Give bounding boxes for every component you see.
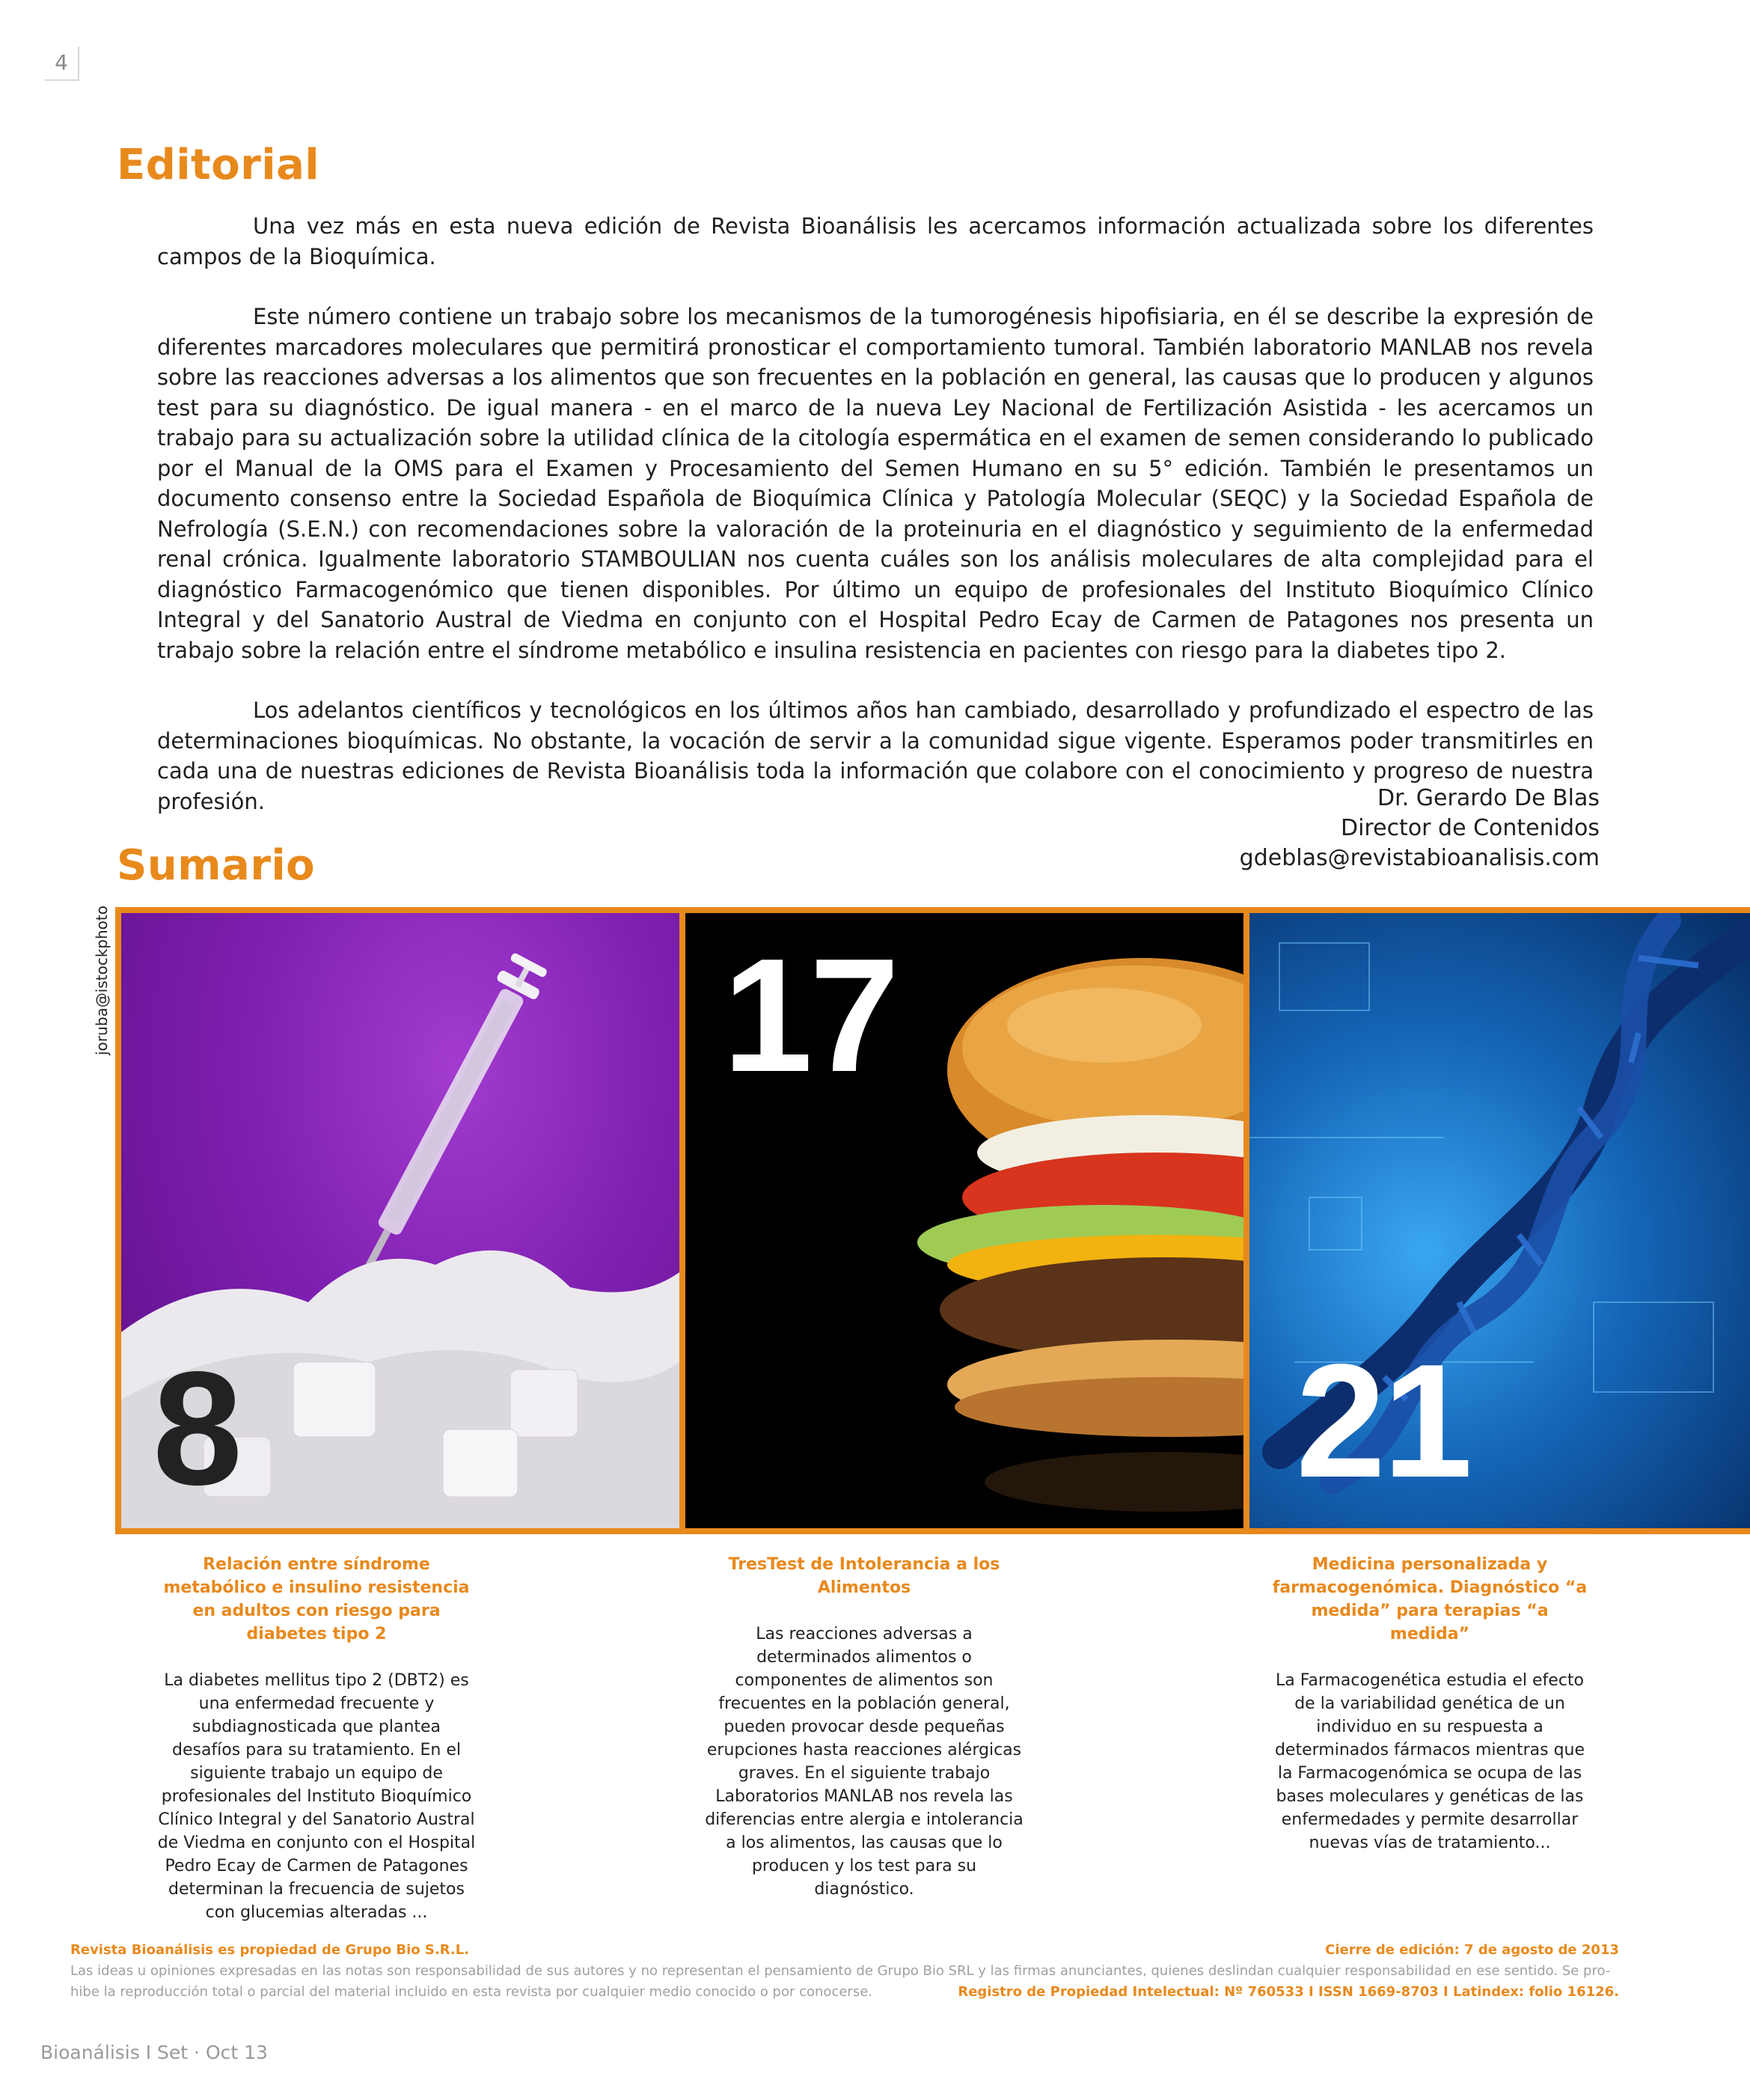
- sumario-page-number: 17: [723, 924, 897, 1105]
- sumario-entry-text: Las reacciones adversas a determinados alimentos o componentes de alimentos son frecuentes en la población general, pueden provocar desde pequeñas erupciones hasta reacciones alérgicas graves. En el siguiente trabajo Laboratorios MANLAB nos revela las diferencias entre alergia e intolerancia a los alimentos, las causas que lo producen y los test para su diagnóstico.: [705, 1625, 1024, 1899]
- sumario-image-strip: [115, 907, 1750, 1534]
- page-number: 4: [45, 46, 79, 81]
- sumario-entry-title[interactable]: Relación entre síndrome metabólico e insulino resistencia en adultos con riesgo para diabetes tipo 2: [163, 1555, 470, 1643]
- disclaimer-line: Las ideas u opiniones expresadas en las notas son responsabilidad de sus autores y no representan el pensamiento de Grupo Bio SRL y las firmas anunciantes, quienes deslindan cualquier responsabilidad en ese sentido. Se pro-: [70, 1963, 1611, 1979]
- sumario-entry: [703, 1553, 1025, 1901]
- editorial-paragraph: Los adelantos científicos y tecnológicos en los últimos años han cambiado, desarrollado y profundizado el espectro de las determinaciones bioquímicas. No obstante, la vocación de servir a la comunidad sigue vigente. Esperamos poder transmitirles en cada una de nuestras ediciones de Revista Bioanálisis toda la información que colabore con el conocimiento y progreso de nuestra profesión.: [157, 698, 1594, 814]
- sumario-image-dna[interactable]: [1249, 913, 1750, 1528]
- sumario-page-number: 8: [153, 1337, 240, 1518]
- ownership-notice: Revista Bioanálisis es propiedad de Grupo Bio S.R.L.: [70, 1942, 470, 1958]
- disclaimer-line: hibe la reproducción total o parcial del material incluido en esta revista por cualquier medio conocido o por conocerse.: [70, 1984, 872, 2000]
- author-name: Dr. Gerardo De Blas: [1377, 785, 1600, 811]
- editorial-paragraph: Una vez más en esta nueva edición de Revista Bioanálisis les acercamos información actualizada sobre los diferentes campos de la Bioquímica.: [157, 213, 1594, 269]
- author-email[interactable]: gdeblas@revistabioanalisis.com: [1239, 845, 1600, 871]
- author-role: Director de Contenidos: [1341, 815, 1600, 841]
- sumario-page-number: 21: [1296, 1330, 1470, 1511]
- sumario-image-hamburger[interactable]: [685, 913, 1243, 1528]
- sumario-entry-text: La diabetes mellitus tipo 2 (DBT2) es una enfermedad frecuente y subdiagnosticada que plantea desafíos para su tratamiento. En el siguiente trabajo un equipo de profesionales del Instituto Bioquímico Clínico Integral y del Sanatorio Austral de Viedma en conjunto con el Hospital Pedro Ecay de Carmen de Patagones determinan la frecuencia de sujetos con glucemias alteradas ...: [157, 1671, 476, 1922]
- editorial-body: [157, 211, 1594, 846]
- photo-credit: joruba@istockphoto: [93, 906, 111, 1055]
- editorial-heading: Editorial: [117, 141, 320, 189]
- sumario-image-syringe[interactable]: [121, 913, 679, 1528]
- sumario-entry-title[interactable]: Medicina personalizada y farmacogenómica. Diagnóstico “a medida” para terapias “a medida”: [1272, 1555, 1588, 1643]
- issue-folio: Bioanálisis I Set · Oct 13: [40, 2042, 268, 2063]
- sumario-entry: [156, 1553, 477, 1924]
- editorial-paragraph: Este número contiene un trabajo sobre los mecanismos de la tumorogénesis hipofisiaria, en él se describe la expresión de diferentes marcadores moleculares que permitirá pronosticar el comportamiento tumoral. También laboratorio MANLAB nos revela sobre las reacciones adversas a los alimentos que son frecuentes en la población en general, las causas que lo producen y algunos test para su diagnóstico. De igual manera - en el marco de la nueva Ley Nacional de Fertilización Asistida - les acercamos un trabajo para su actualización sobre la utilidad clínica de la citología espermática en el examen de semen considerando lo publicado por el Manual de la OMS para el Examen y Procesamiento del Semen Humano en su 5° edición. También le presentamos un documento consenso entre la Sociedad Española de Bioquímica Clínica y Patología Molecular (SEQC) y la Sociedad Española de Nefrología (S.E.N.) con recomendaciones sobre la valoración de la proteinuria en el diagnóstico y seguimiento de la enfermedad renal crónica. Igualmente laboratorio STAMBOULIAN nos cuenta cuáles son los análisis moleculares de alta complejidad para el diagnóstico Farmacogenómico que tienen disponibles. Por último un equipo de profesionales del Instituto Bioquímico Clínico Integral y del Sanatorio Austral de Viedma en conjunto con el Hospital Pedro Ecay de Carmen de Patagones nos presenta un trabajo sobre la relación entre el síndrome metabólico e insulina resistencia en pacientes con riesgo para la diabetes tipo 2.: [157, 304, 1594, 663]
- editorial-signature: [1240, 784, 1600, 873]
- footer-row-top: [70, 1940, 1619, 1961]
- closing-date: Cierre de edición: 7 de agosto de 2013: [1325, 1942, 1619, 1958]
- registry-notice: Registro de Propiedad Intelectual: Nº 760533 I ISSN 1669-8703 I Latindex: folio 16126.: [958, 1984, 1619, 2000]
- legal-footer: [70, 1940, 1619, 2003]
- sumario-entry: [1269, 1553, 1591, 1855]
- sumario-entry-text: La Farmacogenética estudia el efecto de la variabilidad genética de un individuo en su respuesta a determinados fármacos mientras que la Farmacogenómica se ocupa de las bases moleculares y genéticas de las enfermedades y permite desarrollar nuevas vías de tratamiento...: [1274, 1671, 1585, 1852]
- footer-row-bottom: [70, 1982, 1619, 2003]
- sumario-entry-title[interactable]: TresTest de Intolerancia a los Alimentos: [728, 1555, 1000, 1597]
- sumario-heading: Sumario: [117, 841, 316, 890]
